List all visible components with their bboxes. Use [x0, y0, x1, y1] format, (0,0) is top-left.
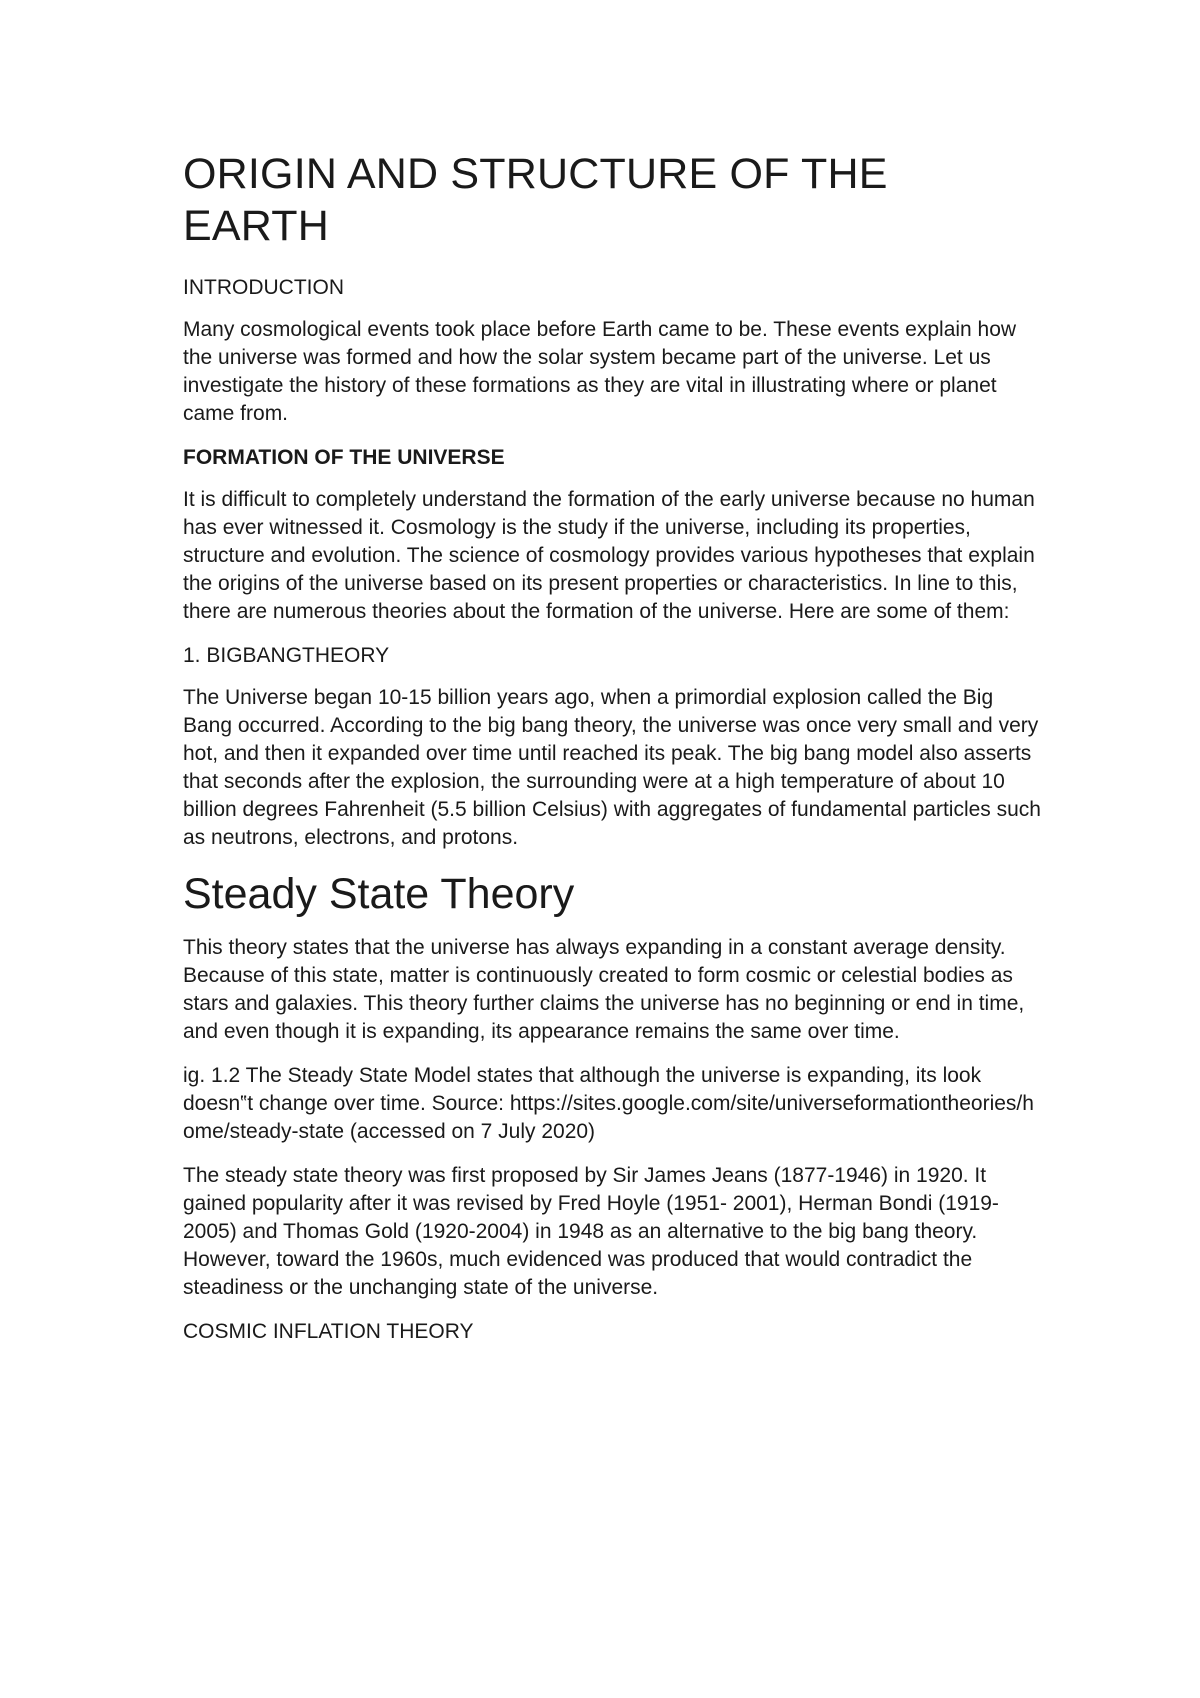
- introduction-paragraph: Many cosmological events took place before Earth came to be. These events explain how the universe was formed and how the solar system became part of the universe. Let us investigate the history of these formations as they are vital in illustrating where or planet came from.: [183, 318, 1017, 425]
- steady-state-paragraph: This theory states that the universe has always expanding in a constant average density. Because of this state, matter is continuously created to form cosmic or celestial bodies as stars and galaxies. This theory further claims the universe has no beginning or end in time, and even though it is expanding, its appearance remains the same over time.: [183, 936, 1025, 1043]
- document-page: [183, 148, 1043, 1360]
- bigbang-heading: 1. BIGBANGTHEORY: [183, 644, 390, 667]
- formation-heading: FORMATION OF THE UNIVERSE: [183, 446, 505, 469]
- bigbang-paragraph: The Universe began 10-15 billion years ago, when a primordial explosion called the Big Bang occurred. According to the big bang theory, the universe was once very small and very hot, and then it expanded over time until reached its peak. The big bang model also asserts that seconds after the explosion, the surrounding were at a high temperature of about 10 billion degrees Fahrenheit (5.5 billion Celsius) with aggregates of fundamental particles such as neutrons, electrons, and protons.: [183, 686, 1041, 849]
- cosmic-inflation-heading: COSMIC INFLATION THEORY: [183, 1320, 474, 1343]
- formation-paragraph: It is difficult to completely understand the formation of the early universe because no human has ever witnessed it. Cosmology is the study if the universe, including its properties, structure and evolution. The science of cosmology provides various hypotheses that explain the origins of the universe based on its present properties or characteristics. In line to this, there are numerous theories about the formation of the universe. Here are some of them:: [183, 488, 1035, 623]
- steady-state-heading: Steady State Theory: [183, 870, 575, 918]
- figure-caption: ig. 1.2 The Steady State Model states that although the universe is expanding, its look doesn‟t change over time. Source: https://sites.google.com/site/universeformationtheories/h ome/steady-state (accessed on 7 July 2020): [183, 1064, 1034, 1143]
- document-title: ORIGIN AND STRUCTURE OF THE EARTH: [183, 150, 888, 250]
- introduction-heading: INTRODUCTION: [183, 276, 344, 299]
- steady-state-history-paragraph: The steady state theory was first proposed by Sir James Jeans (1877-1946) in 1920. It gained popularity after it was revised by Fred Hoyle (1951- 2001), Herman Bondi (1919- 2005) and Thomas Gold (1920-2004) in 1948 as an alternative to the big bang theory. However, toward the 1960s, much evidenced was produced that would contradict the steadiness or the unchanging state of the universe.: [183, 1164, 999, 1299]
